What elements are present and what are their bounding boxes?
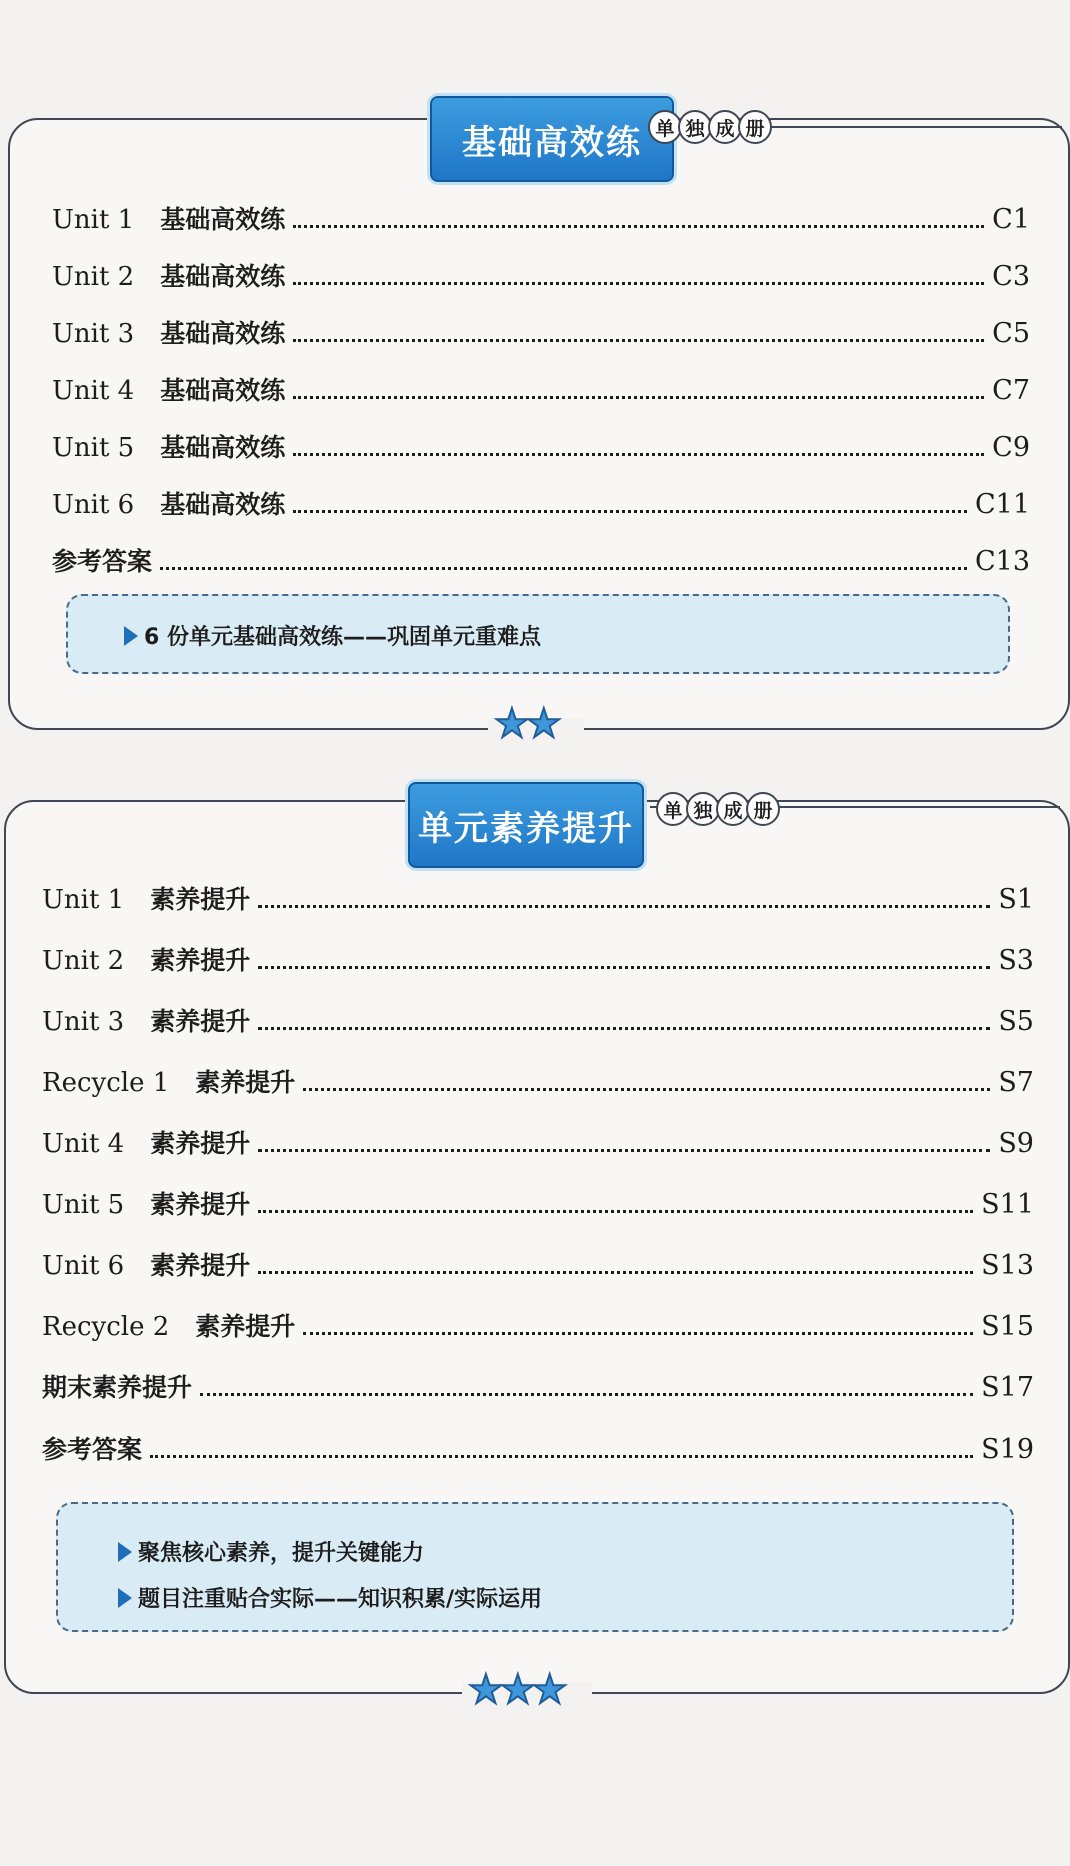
toc-unit: Recycle 2 <box>42 1312 170 1342</box>
dot-leader <box>293 510 967 513</box>
dot-leader <box>293 225 984 228</box>
dot-leader <box>258 1271 973 1274</box>
toc-page: S13 <box>981 1250 1034 1281</box>
toc-label: 素养提升 <box>150 1190 251 1219</box>
dot-leader <box>258 966 990 969</box>
toc-label: 基础高效练 <box>160 205 286 234</box>
toc-unit: Unit 5 <box>52 433 135 463</box>
note-text: 6 份单元基础高效练——巩固单元重难点 <box>144 625 541 650</box>
triangle-bullet-icon <box>124 626 138 646</box>
toc-unit: Recycle 1 <box>42 1068 170 1098</box>
toc-label: 基础高效练 <box>160 376 286 405</box>
toc-label: 基础高效练 <box>160 490 286 519</box>
toc-page: S19 <box>981 1434 1034 1465</box>
star-icon: ★ <box>468 1667 504 1713</box>
badge-separate-volume <box>648 110 768 144</box>
toc-unit: Unit 1 <box>52 205 135 235</box>
dot-leader <box>200 1393 973 1396</box>
toc-unit: 期末素养提升 <box>42 1373 193 1402</box>
dot-leader <box>293 453 984 456</box>
toc-page: S11 <box>981 1189 1034 1220</box>
badge-char: 单 <box>648 110 682 144</box>
toc-unit: Unit 3 <box>52 319 135 349</box>
toc-label: 素养提升 <box>150 1007 251 1036</box>
section-title-basic-practice: 基础高效练 <box>430 96 674 182</box>
toc-label: 素养提升 <box>195 1312 296 1341</box>
toc-page: S5 <box>998 1006 1034 1037</box>
toc-unit: Unit 5 <box>42 1190 125 1220</box>
toc-label: 素养提升 <box>150 1251 251 1280</box>
note-line <box>118 1582 542 1613</box>
toc-unit: Unit 6 <box>42 1251 125 1281</box>
badge-char: 独 <box>686 792 720 826</box>
toc-row[interactable] <box>42 1124 1034 1160</box>
dot-leader <box>293 282 984 285</box>
note-line <box>124 620 541 651</box>
badge-char: 成 <box>708 110 742 144</box>
toc-row[interactable] <box>52 371 1030 407</box>
toc-page: C5 <box>992 318 1030 349</box>
badge-char: 成 <box>716 792 750 826</box>
toc-page: S3 <box>998 945 1034 976</box>
toc-page: C7 <box>992 375 1030 406</box>
toc-row[interactable] <box>42 880 1034 916</box>
dot-leader <box>150 1455 973 1458</box>
toc-page: C9 <box>992 432 1030 463</box>
badge-separate-volume <box>656 792 776 826</box>
star-rating <box>494 701 562 747</box>
toc-row[interactable] <box>42 1002 1034 1038</box>
badge-char: 单 <box>656 792 690 826</box>
toc-row[interactable] <box>42 1430 1034 1466</box>
toc-row[interactable] <box>52 200 1030 236</box>
toc-page: S15 <box>981 1311 1034 1342</box>
toc-page: S9 <box>998 1128 1034 1159</box>
toc-unit: Unit 1 <box>42 885 125 915</box>
section-title-literacy-improvement: 单元素养提升 <box>408 782 644 868</box>
toc-unit: Unit 6 <box>52 490 135 520</box>
toc-label: 基础高效练 <box>160 433 286 462</box>
toc-row[interactable] <box>42 1307 1034 1343</box>
dot-leader <box>303 1332 973 1335</box>
toc-row[interactable] <box>52 257 1030 293</box>
toc-page: S7 <box>998 1067 1034 1098</box>
note-line <box>118 1536 424 1567</box>
dot-leader <box>293 339 984 342</box>
toc-page: C13 <box>974 546 1030 577</box>
note-text: 题目注重贴合实际——知识积累/实际运用 <box>138 1587 543 1612</box>
dot-leader <box>303 1088 990 1091</box>
toc-label: 素养提升 <box>150 946 251 975</box>
dot-leader <box>258 1149 990 1152</box>
toc-label: 基础高效练 <box>160 319 286 348</box>
toc-unit: Unit 4 <box>42 1129 125 1159</box>
toc-label: 基础高效练 <box>160 262 286 291</box>
toc-label: 素养提升 <box>150 885 251 914</box>
star-icon: ★ <box>531 1667 568 1713</box>
triangle-bullet-icon <box>118 1588 132 1608</box>
toc-row[interactable] <box>42 1063 1034 1099</box>
toc-row[interactable] <box>52 542 1030 578</box>
badge-char: 册 <box>738 110 772 144</box>
toc-page: C3 <box>992 261 1030 292</box>
triangle-bullet-icon <box>118 1542 132 1562</box>
toc-page: C11 <box>974 489 1030 520</box>
toc-row[interactable] <box>42 1368 1034 1404</box>
dot-leader <box>160 567 967 570</box>
dot-leader <box>258 1210 973 1213</box>
toc-page: S17 <box>981 1372 1034 1403</box>
toc-unit: Unit 4 <box>52 376 135 406</box>
toc-unit: Unit 2 <box>52 262 135 292</box>
toc-unit: 参考答案 <box>52 547 153 576</box>
toc-unit: 参考答案 <box>42 1435 143 1464</box>
toc-label: 素养提升 <box>150 1129 251 1158</box>
toc-row[interactable] <box>42 941 1034 977</box>
note-text: 聚焦核心素养，提升关键能力 <box>138 1541 425 1566</box>
dot-leader <box>258 1027 990 1030</box>
toc-row[interactable] <box>52 314 1030 350</box>
toc-row[interactable] <box>42 1185 1034 1221</box>
toc-row[interactable] <box>52 428 1030 464</box>
toc-unit: Unit 3 <box>42 1007 125 1037</box>
badge-char: 独 <box>678 110 712 144</box>
badge-char: 册 <box>746 792 780 826</box>
star-icon: ★ <box>499 1667 536 1713</box>
toc-label: 素养提升 <box>195 1068 296 1097</box>
star-icon: ★ <box>525 701 562 747</box>
toc-row[interactable] <box>42 1246 1034 1282</box>
star-rating <box>468 1667 568 1713</box>
dot-leader <box>258 905 990 908</box>
star-icon: ★ <box>494 701 530 747</box>
toc-page: C1 <box>992 204 1030 235</box>
toc-page: S1 <box>998 884 1034 915</box>
toc-unit: Unit 2 <box>42 946 125 976</box>
dot-leader <box>293 396 984 399</box>
toc-row[interactable] <box>52 485 1030 521</box>
